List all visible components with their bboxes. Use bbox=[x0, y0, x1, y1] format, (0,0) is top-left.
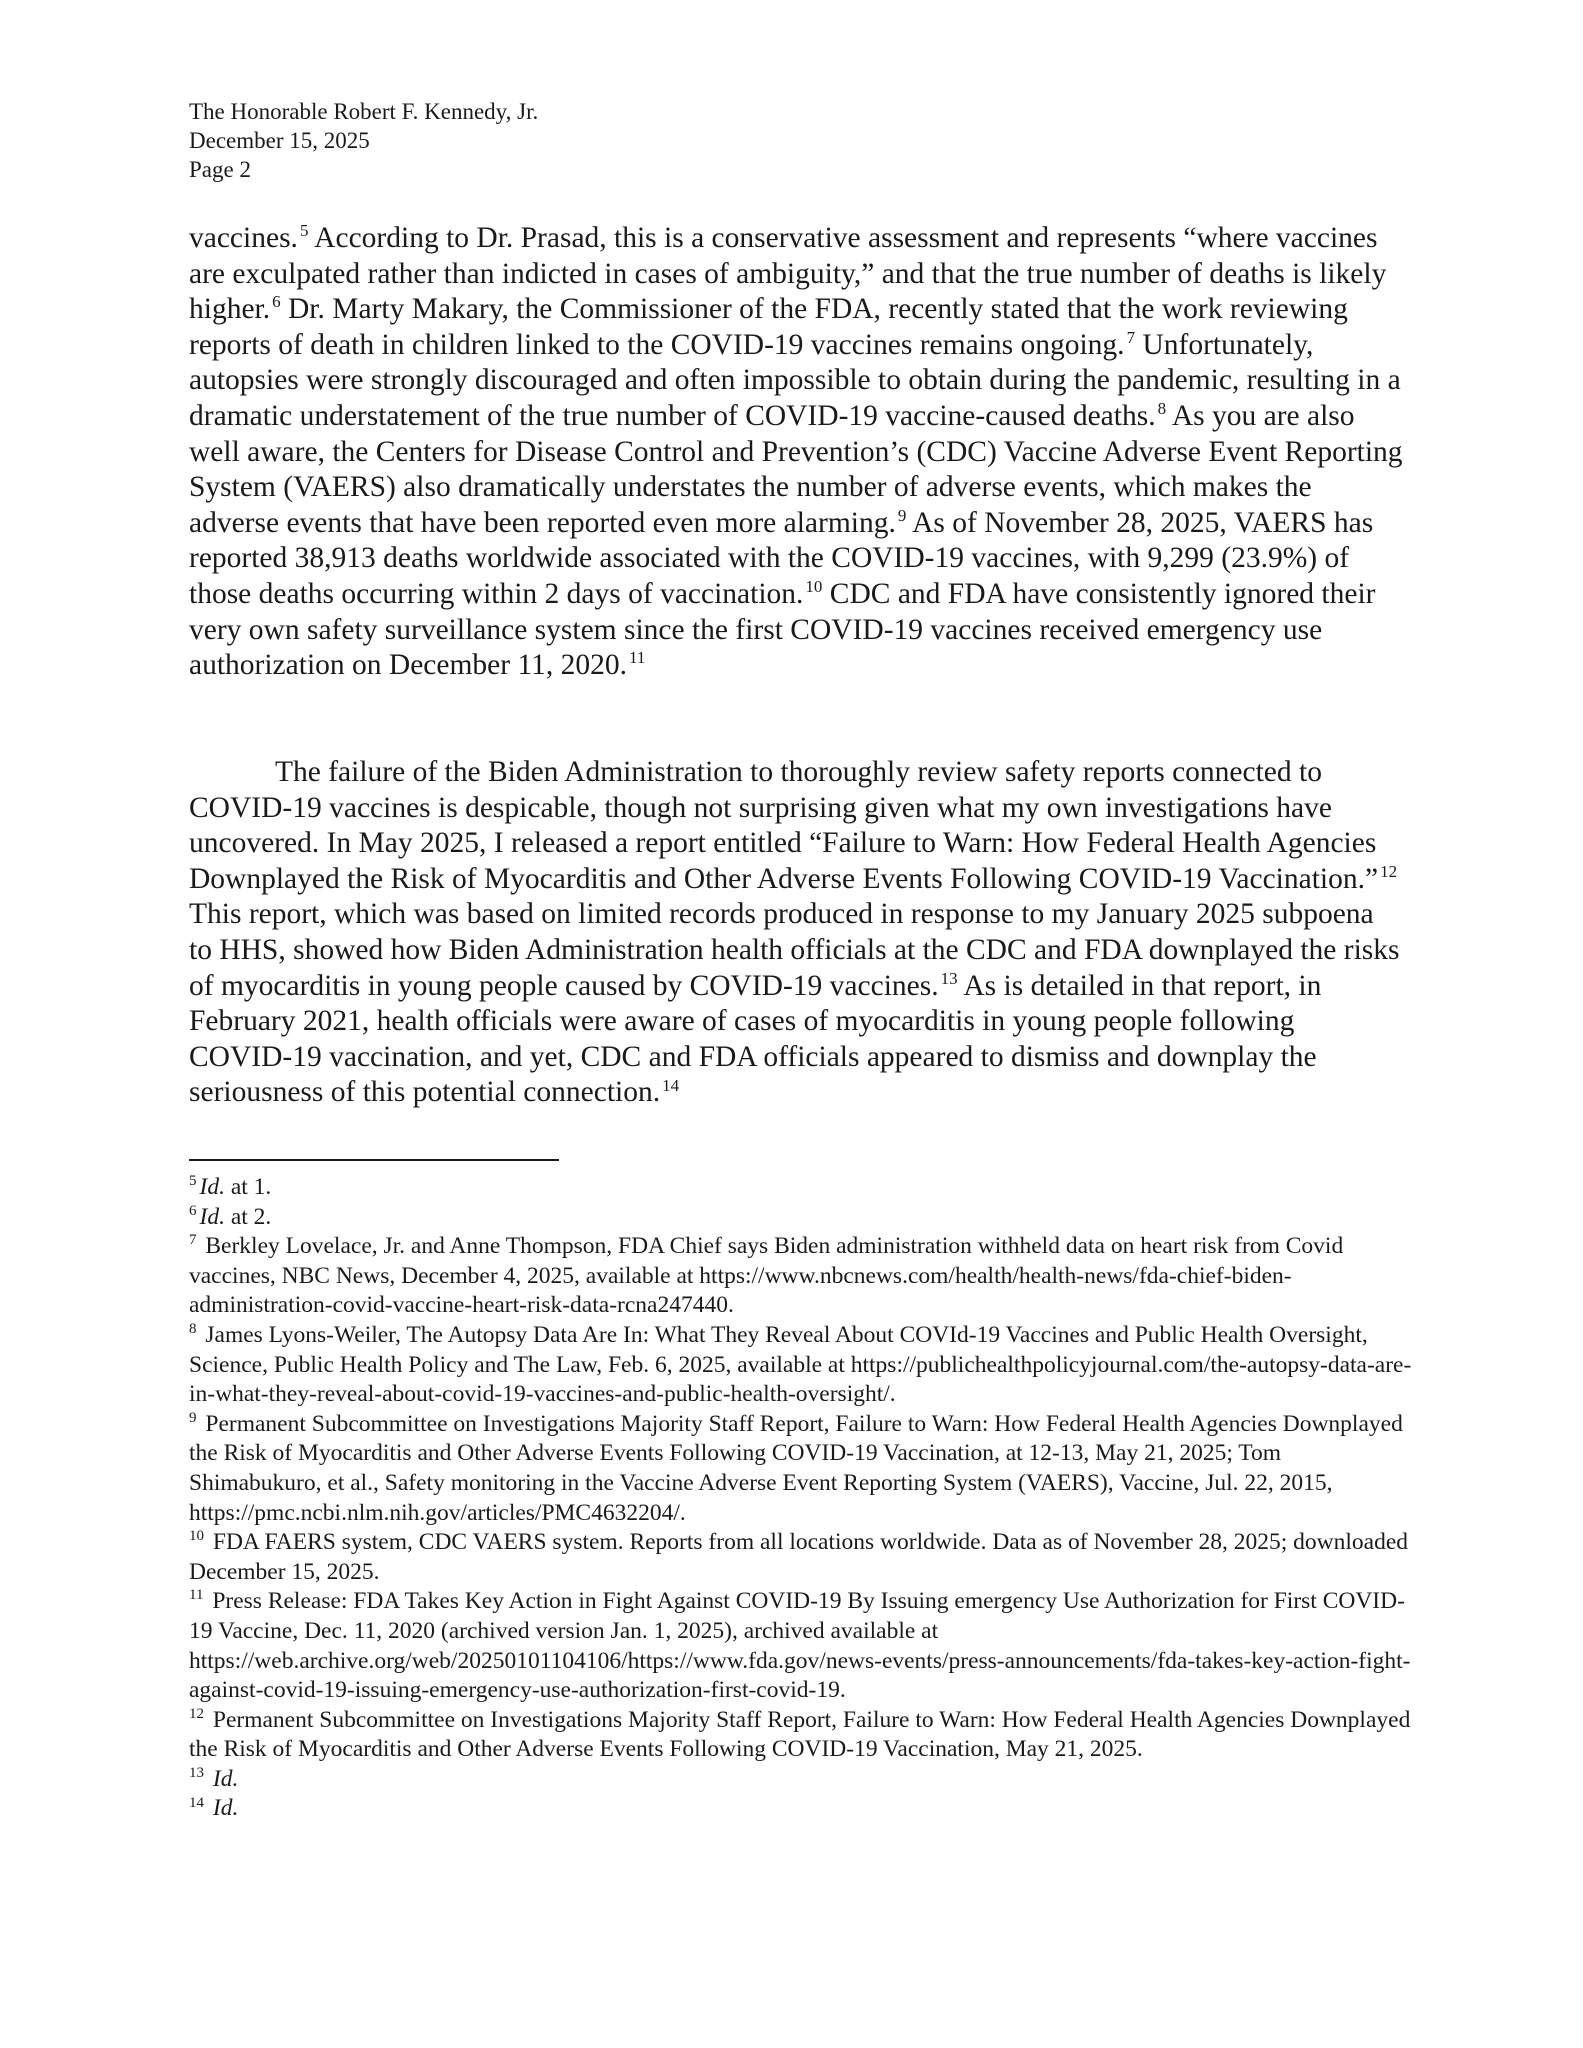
text-run: Permanent Subcommittee on Investigations Majority Staff Report, Failure to Warn: How Federal Health Agencies Downplayed the Risk of Myocarditis and Other Adverse Events Following COVID-19 Vaccination, at 12-13, May 21, 2025; Tom Shimabukuro, et al., Safety monitoring in the Vaccine Adverse Event Reporting System (VAERS), Vaccine, Jul. 22, 2015, https://pmc.ncbi.nlm.nih.gov/articles/PMC4632204/. bbox=[189, 1410, 1403, 1526]
text-run: CDC and FDA have consistently ignored their very own safety surveillance system since the first COVID-19 vaccines received emergency use authorization on December 11, 2020. bbox=[189, 577, 1376, 682]
text-run: James Lyons-Weiler, The Autopsy Data Are In: What They Reveal About COVId-19 Vaccines and Public Health Oversight, Science, Public Health Policy and The Law, Feb. 6, 2025, available at https://publichealthpolicyjournal.com/the-autopsy-data-are-in-what-they-reveal-about-covid-19-vaccines-and-public-health-oversight/. bbox=[189, 1321, 1412, 1408]
page-number: Page 2 bbox=[189, 157, 251, 182]
letter-header bbox=[189, 97, 538, 184]
text-run: As you are also well aware, the Centers for Disease Control and Prevention’s (CDC) Vaccine Adverse Event Reporting System (VAERS) also dramatically understates the number of adverse events, which makes the adverse events that have been reported even more alarming. bbox=[189, 399, 1403, 539]
text-run: vaccines. bbox=[189, 222, 298, 254]
footnote-reference: 7 bbox=[1126, 327, 1136, 347]
footnote-reference: 13 bbox=[940, 968, 958, 988]
footnote-8 bbox=[189, 1321, 1414, 1410]
citation-id: Id. bbox=[212, 1765, 239, 1792]
text-run: at 2. bbox=[224, 1203, 272, 1230]
footnote-12 bbox=[189, 1706, 1414, 1765]
footnote-number: 8 bbox=[189, 1321, 197, 1338]
footnote-number: 12 bbox=[189, 1705, 204, 1722]
paragraph-text bbox=[189, 755, 1403, 1111]
citation-id: Id. bbox=[199, 1174, 225, 1200]
recipient-line: The Honorable Robert F. Kennedy, Jr. bbox=[189, 99, 539, 124]
footnote-number: 11 bbox=[189, 1587, 204, 1604]
text-run: Permanent Subcommittee on Investigations Majority Staff Report, Failure to Warn: How Federal Health Agencies Downplayed the Risk of Myocarditis and Other Adverse Events Following COVID-19 Vaccination, May 21, 2025. bbox=[189, 1706, 1411, 1763]
text-run: Unfortunately, autopsies were strongly discouraged and often impossible to obtain during the pandemic, resulting in a dramatic understatement of the true number of COVID-19 vaccine-caused deaths. bbox=[189, 328, 1401, 432]
footnote-number: 5 bbox=[189, 1173, 197, 1190]
footnote-10 bbox=[189, 1528, 1414, 1587]
text-run: As is detailed in that report, in February 2021, health officials were aware of cases of myocarditis in young people following COVID-19 vaccination, and yet, CDC and FDA officials appeared to dismiss and downplay the seriousness of this potential connection. bbox=[189, 969, 1322, 1109]
body-paragraph-1 bbox=[189, 221, 1403, 684]
footnote-reference: 8 bbox=[1157, 399, 1167, 419]
citation-id: Id. bbox=[199, 1203, 225, 1230]
text-run: FDA FAERS system, CDC VAERS system. Reports from all locations worldwide. Data as of November 28, 2025; downloaded December 15, 2025. bbox=[189, 1529, 1409, 1585]
text-run: Dr. Marty Makary, the Commissioner of the FDA, recently stated that the work reviewing reports of death in children linked to the COVID-19 vaccines remains ongoing. bbox=[189, 293, 1348, 361]
footnote-reference: 6 bbox=[272, 292, 281, 312]
footnote-reference: 10 bbox=[805, 577, 823, 597]
footnote-number: 9 bbox=[189, 1409, 197, 1426]
footnote-14 bbox=[189, 1794, 1414, 1824]
text-run: Press Release: FDA Takes Key Action in Fight Against COVID-19 By Issuing emergency Use Authorization for First COVID-19 Vaccine, Dec. 11, 2020 (archived version Jan. 1, 2025), archived available at https://web.archive.org/web/20250101104106/https://www.fda.gov/news-events/press-announcements/fda-takes-key-action-fight-against-covid-19-issuing-emergency-use-authorization-first-covid-19. bbox=[189, 1588, 1411, 1704]
footnote-5 bbox=[189, 1173, 1414, 1203]
footnote-reference: 9 bbox=[897, 505, 907, 525]
footnote-11 bbox=[189, 1587, 1414, 1705]
footnote-reference: 5 bbox=[299, 221, 309, 241]
text-run: Berkley Lovelace, Jr. and Anne Thompson, FDA Chief says Biden administration withheld data on heart risk from Covid vaccines, NBC News, December 4, 2025, available at https://www.nbcnews.com/health/health-news/fda-chief-biden-administration-covid-vaccine-heart-risk-data-rcna247440. bbox=[189, 1233, 1344, 1319]
footnote-number: 14 bbox=[189, 1794, 204, 1811]
text-run: at 1. bbox=[224, 1174, 272, 1200]
footnote-13 bbox=[189, 1765, 1414, 1795]
footnote-reference: 11 bbox=[629, 648, 646, 668]
footnote-9 bbox=[189, 1410, 1414, 1528]
date-line: December 15, 2025 bbox=[189, 128, 370, 153]
text-run: As of November 28, 2025, VAERS has reported 38,913 deaths worldwide associated with the COVID-19 vaccines, with 9,299 (23.9%) of those deaths occurring within 2 days of vaccination. bbox=[189, 506, 1374, 610]
text-run: The failure of the Biden Administration to thoroughly review safety reports connected to COVID-19 vaccines is despicable, though not surprising given what my own investigations have uncovered. In May 2025, I released a report entitled “Failure to Warn: How Federal Health Agencies Downplayed the Risk of Myocarditis and Other Adverse Events Following COVID-19 Vaccination.” bbox=[189, 756, 1379, 895]
footnote-reference: 12 bbox=[1380, 861, 1398, 881]
footnote-divider bbox=[189, 1159, 559, 1161]
citation-id: Id. bbox=[212, 1795, 239, 1822]
footnotes-section bbox=[189, 1173, 1414, 1824]
body-paragraph-2 bbox=[189, 755, 1403, 1111]
footnote-number: 10 bbox=[189, 1528, 204, 1545]
footnote-reference: 14 bbox=[662, 1075, 680, 1095]
footnote-number: 7 bbox=[189, 1232, 197, 1249]
footnote-number: 6 bbox=[189, 1202, 197, 1219]
text-run: According to Dr. Prasad, this is a conservative assessment and represents “where vaccines are exculpated rather than indicted in cases of ambiguity,” and that the true number of deaths is likely higher. bbox=[189, 222, 1387, 326]
footnote-number: 13 bbox=[189, 1765, 204, 1782]
footnote-7 bbox=[189, 1232, 1414, 1321]
paragraph-text bbox=[189, 221, 1403, 684]
text-run: This report, which was based on limited records produced in response to my January 2025 subpoena to HHS, showed how Biden Administration health officials at the CDC and FDA downplayed the risks of myocarditis in young people caused by COVID-19 vaccines. bbox=[189, 898, 1400, 1002]
footnote-6 bbox=[189, 1203, 1414, 1233]
